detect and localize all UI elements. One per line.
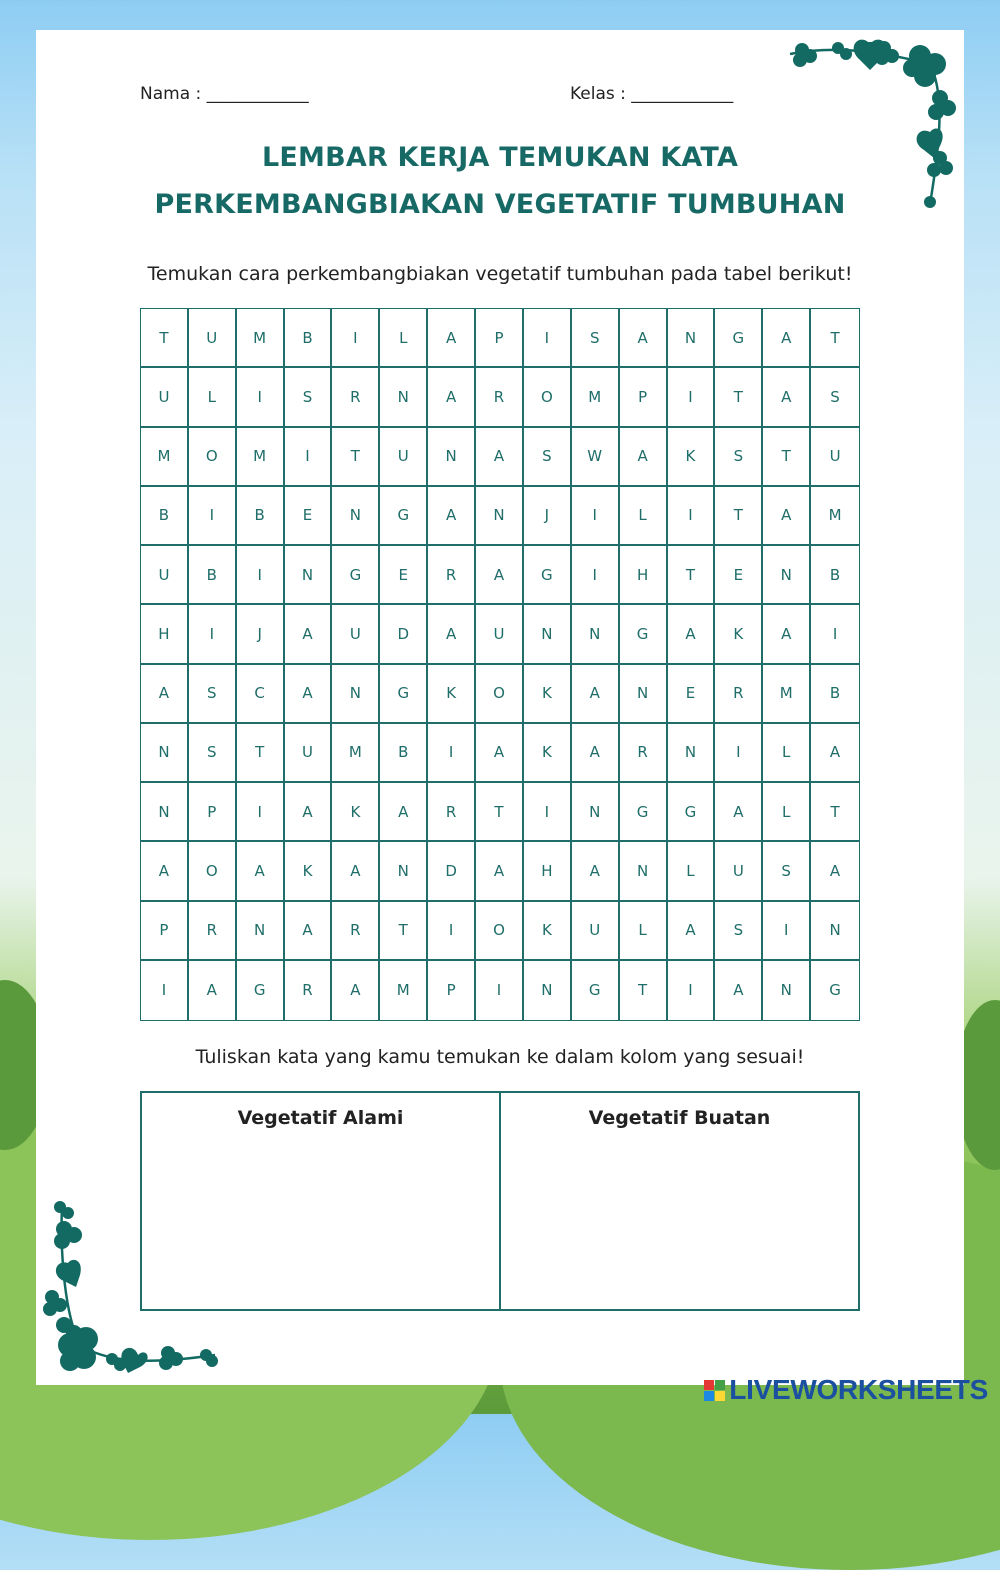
grid-letter-cell[interactable]: T: [763, 428, 811, 487]
grid-letter-cell[interactable]: H: [524, 842, 572, 901]
grid-letter-cell[interactable]: A: [763, 309, 811, 368]
grid-letter-cell[interactable]: I: [237, 783, 285, 842]
grid-letter-cell[interactable]: A: [285, 902, 333, 961]
grid-letter-cell[interactable]: E: [285, 487, 333, 546]
grid-letter-cell[interactable]: M: [237, 309, 285, 368]
liveworksheets-logo: [704, 1374, 988, 1406]
grid-letter-cell[interactable]: A: [141, 665, 189, 724]
class-field-label: Kelas : ____________: [570, 84, 734, 104]
grid-letter-cell[interactable]: E: [668, 665, 716, 724]
grid-letter-cell[interactable]: A: [572, 724, 620, 783]
grid-letter-cell[interactable]: I: [668, 487, 716, 546]
grid-letter-cell[interactable]: A: [428, 368, 476, 427]
grid-letter-cell[interactable]: A: [189, 961, 237, 1020]
grid-letter-cell[interactable]: G: [380, 665, 428, 724]
grid-letter-cell[interactable]: A: [668, 605, 716, 664]
grid-letter-cell[interactable]: L: [620, 487, 668, 546]
grid-letter-cell[interactable]: S: [524, 428, 572, 487]
grid-letter-cell[interactable]: I: [332, 309, 380, 368]
grid-letter-cell[interactable]: P: [141, 902, 189, 961]
grid-letter-cell[interactable]: A: [811, 724, 859, 783]
grid-letter-cell[interactable]: N: [141, 724, 189, 783]
grid-letter-cell[interactable]: T: [620, 961, 668, 1020]
grid-letter-cell[interactable]: L: [189, 368, 237, 427]
grid-letter-cell[interactable]: G: [572, 961, 620, 1020]
grid-letter-cell[interactable]: A: [237, 842, 285, 901]
grid-letter-cell[interactable]: G: [620, 783, 668, 842]
grid-letter-cell[interactable]: W: [572, 428, 620, 487]
grid-letter-cell[interactable]: R: [332, 368, 380, 427]
grid-letter-cell[interactable]: A: [715, 783, 763, 842]
grid-letter-cell[interactable]: G: [524, 546, 572, 605]
grid-letter-cell[interactable]: I: [237, 368, 285, 427]
liveworksheets-mark-icon: [704, 1380, 725, 1401]
grid-letter-cell[interactable]: A: [476, 428, 524, 487]
grid-letter-cell[interactable]: A: [476, 842, 524, 901]
grid-letter-cell[interactable]: B: [811, 546, 859, 605]
grid-letter-cell[interactable]: B: [237, 487, 285, 546]
grid-letter-cell[interactable]: K: [524, 902, 572, 961]
grid-letter-cell[interactable]: I: [285, 428, 333, 487]
grid-letter-cell[interactable]: R: [620, 724, 668, 783]
clover-vine-decoration-icon: [780, 34, 960, 214]
grid-letter-cell[interactable]: E: [715, 546, 763, 605]
grid-letter-cell[interactable]: L: [763, 724, 811, 783]
grid-letter-cell[interactable]: B: [141, 487, 189, 546]
grid-letter-cell[interactable]: M: [332, 724, 380, 783]
grid-letter-cell[interactable]: N: [285, 546, 333, 605]
grid-letter-cell[interactable]: S: [189, 665, 237, 724]
grid-letter-cell[interactable]: S: [715, 428, 763, 487]
grid-letter-cell[interactable]: U: [715, 842, 763, 901]
grid-letter-cell[interactable]: D: [380, 605, 428, 664]
grid-letter-cell[interactable]: N: [428, 428, 476, 487]
grid-letter-cell[interactable]: A: [811, 842, 859, 901]
grid-letter-cell[interactable]: A: [763, 368, 811, 427]
grid-letter-cell[interactable]: U: [811, 428, 859, 487]
grid-letter-cell[interactable]: I: [476, 961, 524, 1020]
grid-letter-cell[interactable]: L: [668, 842, 716, 901]
answer-column-header: Vegetatif Alami: [237, 1107, 404, 1129]
grid-letter-cell[interactable]: I: [763, 902, 811, 961]
grid-letter-cell[interactable]: U: [572, 902, 620, 961]
grid-letter-cell[interactable]: A: [285, 783, 333, 842]
grid-letter-cell[interactable]: N: [524, 605, 572, 664]
grid-letter-cell[interactable]: E: [380, 546, 428, 605]
grid-letter-cell[interactable]: M: [380, 961, 428, 1020]
grid-letter-cell[interactable]: H: [620, 546, 668, 605]
grid-letter-cell[interactable]: I: [715, 724, 763, 783]
grid-letter-cell[interactable]: T: [141, 309, 189, 368]
grid-letter-cell[interactable]: I: [524, 783, 572, 842]
grid-letter-cell[interactable]: A: [332, 842, 380, 901]
grid-letter-cell[interactable]: A: [620, 428, 668, 487]
grid-letter-cell[interactable]: S: [572, 309, 620, 368]
grid-letter-cell[interactable]: N: [237, 902, 285, 961]
grid-letter-cell[interactable]: G: [380, 487, 428, 546]
grid-letter-cell[interactable]: I: [668, 961, 716, 1020]
grid-letter-cell[interactable]: R: [189, 902, 237, 961]
grid-letter-cell[interactable]: S: [189, 724, 237, 783]
grid-letter-cell[interactable]: A: [763, 487, 811, 546]
grid-letter-cell[interactable]: I: [237, 546, 285, 605]
grid-letter-cell[interactable]: B: [285, 309, 333, 368]
word-search-grid: [140, 308, 860, 1021]
grid-letter-cell[interactable]: U: [141, 546, 189, 605]
grid-letter-cell[interactable]: A: [476, 724, 524, 783]
grid-letter-cell[interactable]: A: [572, 842, 620, 901]
grid-letter-cell[interactable]: I: [428, 724, 476, 783]
grid-letter-cell[interactable]: T: [668, 546, 716, 605]
grid-letter-cell[interactable]: A: [763, 605, 811, 664]
grid-letter-cell[interactable]: A: [380, 783, 428, 842]
grid-letter-cell[interactable]: I: [668, 368, 716, 427]
grid-letter-cell[interactable]: U: [476, 605, 524, 664]
answer-table: [140, 1091, 860, 1311]
grid-letter-cell[interactable]: O: [189, 842, 237, 901]
name-field-label: Nama : ____________: [140, 84, 309, 104]
answer-column-artificial[interactable]: [499, 1093, 858, 1309]
grid-letter-cell[interactable]: G: [829, 981, 841, 1000]
grid-letter-cell[interactable]: N: [811, 902, 859, 961]
write-instruction: Tuliskan kata yang kamu temukan ke dalam kolom yang sesuai!: [195, 1046, 805, 1068]
grid-letter-cell[interactable]: T: [715, 368, 763, 427]
grid-letter-cell[interactable]: K: [285, 842, 333, 901]
grid-letter-cell[interactable]: A: [285, 665, 333, 724]
grid-letter-cell[interactable]: U: [332, 605, 380, 664]
grid-letter-cell[interactable]: N: [332, 487, 380, 546]
grid-letter-cell[interactable]: S: [285, 368, 333, 427]
grid-letter-cell[interactable]: N: [620, 665, 668, 724]
grid-letter-cell[interactable]: T: [332, 428, 380, 487]
grid-letter-cell[interactable]: A: [620, 309, 668, 368]
brand-mark-square: [715, 1391, 725, 1401]
grid-letter-cell[interactable]: N: [572, 605, 620, 664]
grid-letter-cell[interactable]: O: [476, 902, 524, 961]
grid-letter-cell[interactable]: G: [332, 546, 380, 605]
grid-letter-cell[interactable]: T: [811, 783, 859, 842]
grid-letter-cell[interactable]: J: [237, 605, 285, 664]
answer-column-natural[interactable]: [142, 1093, 499, 1309]
grid-letter-cell[interactable]: I: [141, 961, 189, 1020]
grid-letter-cell[interactable]: P: [476, 309, 524, 368]
grid-letter-cell[interactable]: N: [572, 783, 620, 842]
grid-letter-cell[interactable]: S: [811, 368, 859, 427]
grid-letter-cell[interactable]: N: [668, 309, 716, 368]
grid-letter-cell[interactable]: A: [476, 546, 524, 605]
grid-letter-cell[interactable]: N: [380, 368, 428, 427]
grid-letter-cell[interactable]: D: [428, 842, 476, 901]
grid-letter-cell[interactable]: L: [380, 309, 428, 368]
grid-letter-cell[interactable]: U: [380, 428, 428, 487]
grid-letter-cell[interactable]: T: [476, 783, 524, 842]
brand-name: LIVEWORKSHEETS: [729, 1374, 988, 1405]
grid-letter-cell[interactable]: A: [572, 665, 620, 724]
grid-letter-cell[interactable]: U: [141, 368, 189, 427]
grid-letter-cell[interactable]: T: [380, 902, 428, 961]
page-title-line1: LEMBAR KERJA TEMUKAN KATA: [261, 142, 739, 173]
grid-letter-cell[interactable]: J: [524, 487, 572, 546]
grid-letter-cell[interactable]: M: [141, 428, 189, 487]
grid-letter-cell[interactable]: I: [572, 546, 620, 605]
grid-letter-cell[interactable]: R: [428, 783, 476, 842]
brand-mark-square: [704, 1380, 714, 1390]
grid-letter-cell[interactable]: N: [620, 842, 668, 901]
grid-letter-cell[interactable]: T: [811, 309, 859, 368]
grid-letter-cell[interactable]: N: [524, 961, 572, 1020]
grid-letter-cell[interactable]: A: [428, 487, 476, 546]
grid-letter-cell[interactable]: I: [428, 902, 476, 961]
grid-letter-cell[interactable]: M: [811, 487, 859, 546]
grid-letter-cell[interactable]: I: [524, 309, 572, 368]
grid-letter-cell[interactable]: L: [620, 902, 668, 961]
grid-letter-cell[interactable]: G: [620, 605, 668, 664]
grid-letter-cell[interactable]: S: [763, 842, 811, 901]
grid-letter-cell[interactable]: S: [715, 902, 763, 961]
grid-letter-cell[interactable]: I: [189, 487, 237, 546]
grid-letter-cell[interactable]: O: [524, 368, 572, 427]
grid-letter-cell[interactable]: B: [811, 665, 859, 724]
grid-letter-cell[interactable]: I: [189, 605, 237, 664]
grid-letter-cell[interactable]: A: [668, 902, 716, 961]
grid-letter-cell[interactable]: N: [763, 961, 811, 1020]
grid-letter-cell[interactable]: M: [237, 428, 285, 487]
grid-letter-cell[interactable]: A: [285, 605, 333, 664]
grid-letter-cell[interactable]: P: [428, 961, 476, 1020]
grid-letter-cell[interactable]: P: [620, 368, 668, 427]
grid-letter-cell[interactable]: R: [332, 902, 380, 961]
grid-letter-cell[interactable]: L: [763, 783, 811, 842]
find-instruction: Temukan cara perkembangbiakan vegetatif tumbuhan pada tabel berikut!: [147, 263, 853, 285]
grid-letter-cell[interactable]: R: [285, 961, 333, 1020]
grid-letter-cell[interactable]: R: [428, 546, 476, 605]
brand-mark-square: [715, 1380, 725, 1390]
grid-letter-cell[interactable]: O: [476, 665, 524, 724]
grid-letter-cell[interactable]: R: [476, 368, 524, 427]
grid-letter-cell[interactable]: M: [763, 665, 811, 724]
grid-letter-cell[interactable]: K: [715, 605, 763, 664]
grid-letter-cell[interactable]: A: [715, 961, 763, 1020]
grid-letter-cell[interactable]: C: [237, 665, 285, 724]
grid-letter-cell[interactable]: M: [572, 368, 620, 427]
grid-letter-cell[interactable]: H: [141, 605, 189, 664]
grid-letter-cell[interactable]: A: [428, 605, 476, 664]
grid-letter-cell[interactable]: K: [524, 724, 572, 783]
grid-letter-cell[interactable]: K: [668, 428, 716, 487]
grid-letter-cell[interactable]: P: [189, 783, 237, 842]
grid-letter-cell[interactable]: N: [763, 546, 811, 605]
grid-letter-cell[interactable]: A: [141, 842, 189, 901]
grid-letter-cell[interactable]: N: [668, 724, 716, 783]
grid-letter-cell[interactable]: N: [332, 665, 380, 724]
grid-letter-cell[interactable]: A: [332, 961, 380, 1020]
grid-letter-cell[interactable]: I: [811, 605, 859, 664]
grid-letter-cell[interactable]: U: [285, 724, 333, 783]
brand-mark-square: [704, 1391, 714, 1401]
grid-letter-cell[interactable]: K: [332, 783, 380, 842]
grid-letter-cell[interactable]: U: [189, 309, 237, 368]
grid-letter-cell[interactable]: K: [524, 665, 572, 724]
grid-letter-cell[interactable]: A: [428, 309, 476, 368]
grid-letter-cell[interactable]: B: [380, 724, 428, 783]
grid-letter-cell[interactable]: T: [237, 724, 285, 783]
grid-letter-cell[interactable]: N: [380, 842, 428, 901]
grid-letter-cell[interactable]: B: [189, 546, 237, 605]
grid-letter-cell[interactable]: T: [715, 487, 763, 546]
grid-letter-cell[interactable]: N: [141, 783, 189, 842]
answer-column-header: Vegetatif Buatan: [588, 1107, 771, 1129]
grid-letter-cell[interactable]: K: [428, 665, 476, 724]
grid-letter-cell[interactable]: I: [572, 487, 620, 546]
grid-letter-cell[interactable]: R: [715, 665, 763, 724]
grid-letter-cell[interactable]: G: [715, 309, 763, 368]
grid-letter-cell[interactable]: O: [189, 428, 237, 487]
grid-letter-cell[interactable]: G: [668, 783, 716, 842]
grid-letter-cell[interactable]: N: [476, 487, 524, 546]
grid-letter-cell[interactable]: G: [237, 961, 285, 1020]
page-title-line2: PERKEMBANGBIAKAN VEGETATIF TUMBUHAN: [154, 189, 846, 220]
